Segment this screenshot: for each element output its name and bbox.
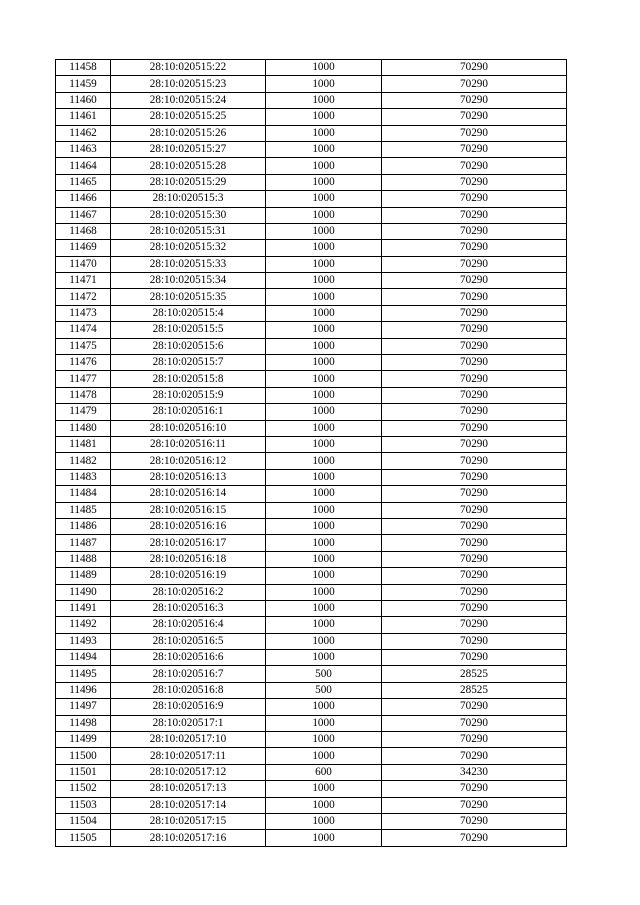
table-row xyxy=(56,338,567,354)
table-row xyxy=(56,223,567,239)
area-cell: 1000 xyxy=(266,158,382,174)
cadastral-number-cell: 28:10:020516:4 xyxy=(111,617,266,633)
row-number-cell: 11502 xyxy=(56,781,111,797)
cadastral-number-cell: 28:10:020515:22 xyxy=(111,60,266,76)
row-number-cell: 11477 xyxy=(56,371,111,387)
value-cell: 70290 xyxy=(382,469,567,485)
value-cell: 70290 xyxy=(382,305,567,321)
row-number-cell: 11504 xyxy=(56,813,111,829)
cadastral-number-cell: 28:10:020516:10 xyxy=(111,420,266,436)
area-cell: 1000 xyxy=(266,420,382,436)
value-cell: 70290 xyxy=(382,453,567,469)
table-row xyxy=(56,207,567,223)
table-row xyxy=(56,650,567,666)
cadastral-number-cell: 28:10:020516:15 xyxy=(111,502,266,518)
value-cell: 70290 xyxy=(382,600,567,616)
table-row xyxy=(56,289,567,305)
table-row xyxy=(56,584,567,600)
area-cell: 1000 xyxy=(266,141,382,157)
area-cell: 1000 xyxy=(266,502,382,518)
value-cell: 70290 xyxy=(382,76,567,92)
row-number-cell: 11462 xyxy=(56,125,111,141)
area-cell: 1000 xyxy=(266,535,382,551)
area-cell: 1000 xyxy=(266,355,382,371)
cadastral-number-cell: 28:10:020517:15 xyxy=(111,813,266,829)
table-row xyxy=(56,109,567,125)
value-cell: 70290 xyxy=(382,830,567,846)
cadastral-number-cell: 28:10:020516:13 xyxy=(111,469,266,485)
table-row xyxy=(56,699,567,715)
row-number-cell: 11463 xyxy=(56,141,111,157)
area-cell: 1000 xyxy=(266,256,382,272)
row-number-cell: 11499 xyxy=(56,732,111,748)
table-row xyxy=(56,551,567,567)
cadastral-number-cell: 28:10:020515:6 xyxy=(111,338,266,354)
cadastral-number-cell: 28:10:020517:11 xyxy=(111,748,266,764)
cadastral-number-cell: 28:10:020515:25 xyxy=(111,109,266,125)
table-row xyxy=(56,125,567,141)
value-cell: 70290 xyxy=(382,781,567,797)
table-row xyxy=(56,617,567,633)
area-cell: 1000 xyxy=(266,732,382,748)
row-number-cell: 11492 xyxy=(56,617,111,633)
area-cell: 1000 xyxy=(266,174,382,190)
value-cell: 70290 xyxy=(382,748,567,764)
value-cell: 70290 xyxy=(382,404,567,420)
row-number-cell: 11493 xyxy=(56,633,111,649)
cadastral-number-cell: 28:10:020515:30 xyxy=(111,207,266,223)
area-cell: 1000 xyxy=(266,92,382,108)
row-number-cell: 11485 xyxy=(56,502,111,518)
cadastral-number-cell: 28:10:020517:16 xyxy=(111,830,266,846)
value-cell: 70290 xyxy=(382,617,567,633)
cadastral-number-cell: 28:10:020515:27 xyxy=(111,141,266,157)
row-number-cell: 11480 xyxy=(56,420,111,436)
area-cell: 1000 xyxy=(266,551,382,567)
value-cell: 70290 xyxy=(382,633,567,649)
cadastral-number-cell: 28:10:020515:4 xyxy=(111,305,266,321)
value-cell: 28525 xyxy=(382,682,567,698)
table-row xyxy=(56,60,567,76)
row-number-cell: 11482 xyxy=(56,453,111,469)
table-row xyxy=(56,404,567,420)
value-cell: 70290 xyxy=(382,650,567,666)
row-number-cell: 11458 xyxy=(56,60,111,76)
cadastral-number-cell: 28:10:020515:35 xyxy=(111,289,266,305)
area-cell: 1000 xyxy=(266,191,382,207)
table-row xyxy=(56,387,567,403)
table-row xyxy=(56,600,567,616)
value-cell: 70290 xyxy=(382,207,567,223)
row-number-cell: 11478 xyxy=(56,387,111,403)
area-cell: 1000 xyxy=(266,699,382,715)
value-cell: 70290 xyxy=(382,240,567,256)
value-cell: 70290 xyxy=(382,813,567,829)
row-number-cell: 11495 xyxy=(56,666,111,682)
row-number-cell: 11500 xyxy=(56,748,111,764)
table-row xyxy=(56,305,567,321)
value-cell: 70290 xyxy=(382,158,567,174)
row-number-cell: 11466 xyxy=(56,191,111,207)
area-cell: 1000 xyxy=(266,273,382,289)
table-row xyxy=(56,322,567,338)
cadastral-number-cell: 28:10:020515:33 xyxy=(111,256,266,272)
row-number-cell: 11479 xyxy=(56,404,111,420)
row-number-cell: 11474 xyxy=(56,322,111,338)
cadastral-number-cell: 28:10:020515:32 xyxy=(111,240,266,256)
value-cell: 70290 xyxy=(382,92,567,108)
row-number-cell: 11494 xyxy=(56,650,111,666)
area-cell: 1000 xyxy=(266,486,382,502)
row-number-cell: 11505 xyxy=(56,830,111,846)
cadastral-number-cell: 28:10:020516:8 xyxy=(111,682,266,698)
value-cell: 70290 xyxy=(382,551,567,567)
table-row xyxy=(56,535,567,551)
cadastral-number-cell: 28:10:020516:2 xyxy=(111,584,266,600)
table-row xyxy=(56,486,567,502)
cadastral-number-cell: 28:10:020515:28 xyxy=(111,158,266,174)
area-cell: 1000 xyxy=(266,584,382,600)
row-number-cell: 11472 xyxy=(56,289,111,305)
row-number-cell: 11484 xyxy=(56,486,111,502)
value-cell: 70290 xyxy=(382,502,567,518)
row-number-cell: 11486 xyxy=(56,518,111,534)
cadastral-number-cell: 28:10:020516:18 xyxy=(111,551,266,567)
cadastral-number-cell: 28:10:020515:23 xyxy=(111,76,266,92)
area-cell: 1000 xyxy=(266,223,382,239)
table-row xyxy=(56,240,567,256)
cadastral-number-cell: 28:10:020515:26 xyxy=(111,125,266,141)
row-number-cell: 11487 xyxy=(56,535,111,551)
row-number-cell: 11490 xyxy=(56,584,111,600)
area-cell: 1000 xyxy=(266,109,382,125)
row-number-cell: 11498 xyxy=(56,715,111,731)
row-number-cell: 11488 xyxy=(56,551,111,567)
cadastral-number-cell: 28:10:020516:1 xyxy=(111,404,266,420)
area-cell: 1000 xyxy=(266,125,382,141)
table-row xyxy=(56,813,567,829)
value-cell: 70290 xyxy=(382,584,567,600)
value-cell: 70290 xyxy=(382,699,567,715)
cadastral-number-cell: 28:10:020515:34 xyxy=(111,273,266,289)
value-cell: 70290 xyxy=(382,109,567,125)
table-body xyxy=(56,60,567,847)
value-cell: 70290 xyxy=(382,322,567,338)
cadastral-number-cell: 28:10:020516:9 xyxy=(111,699,266,715)
cadastral-number-cell: 28:10:020516:17 xyxy=(111,535,266,551)
row-number-cell: 11503 xyxy=(56,797,111,813)
table-row xyxy=(56,469,567,485)
cadastral-number-cell: 28:10:020516:6 xyxy=(111,650,266,666)
row-number-cell: 11481 xyxy=(56,436,111,452)
area-cell: 600 xyxy=(266,764,382,780)
value-cell: 70290 xyxy=(382,715,567,731)
table-row xyxy=(56,141,567,157)
value-cell: 70290 xyxy=(382,256,567,272)
cadastral-number-cell: 28:10:020517:10 xyxy=(111,732,266,748)
cadastral-number-cell: 28:10:020515:31 xyxy=(111,223,266,239)
value-cell: 70290 xyxy=(382,535,567,551)
value-cell: 70290 xyxy=(382,355,567,371)
row-number-cell: 11491 xyxy=(56,600,111,616)
area-cell: 1000 xyxy=(266,289,382,305)
cadastral-number-cell: 28:10:020517:1 xyxy=(111,715,266,731)
value-cell: 70290 xyxy=(382,338,567,354)
cadastral-number-cell: 28:10:020516:12 xyxy=(111,453,266,469)
table-row xyxy=(56,502,567,518)
table-row xyxy=(56,518,567,534)
table-row xyxy=(56,453,567,469)
cadastral-number-cell: 28:10:020515:29 xyxy=(111,174,266,190)
cadastral-number-cell: 28:10:020515:5 xyxy=(111,322,266,338)
cadastral-number-cell: 28:10:020516:7 xyxy=(111,666,266,682)
table-row xyxy=(56,174,567,190)
row-number-cell: 11467 xyxy=(56,207,111,223)
table-row xyxy=(56,682,567,698)
row-number-cell: 11459 xyxy=(56,76,111,92)
data-table xyxy=(55,59,567,847)
row-number-cell: 11461 xyxy=(56,109,111,125)
table-row xyxy=(56,764,567,780)
value-cell: 70290 xyxy=(382,387,567,403)
cadastral-number-cell: 28:10:020516:11 xyxy=(111,436,266,452)
area-cell: 1000 xyxy=(266,830,382,846)
cadastral-number-cell: 28:10:020515:24 xyxy=(111,92,266,108)
row-number-cell: 11469 xyxy=(56,240,111,256)
cadastral-number-cell: 28:10:020515:8 xyxy=(111,371,266,387)
area-cell: 1000 xyxy=(266,568,382,584)
row-number-cell: 11460 xyxy=(56,92,111,108)
value-cell: 70290 xyxy=(382,732,567,748)
area-cell: 1000 xyxy=(266,436,382,452)
cadastral-number-cell: 28:10:020517:14 xyxy=(111,797,266,813)
table-row xyxy=(56,191,567,207)
table-row xyxy=(56,830,567,846)
row-number-cell: 11496 xyxy=(56,682,111,698)
area-cell: 1000 xyxy=(266,387,382,403)
cadastral-number-cell: 28:10:020515:7 xyxy=(111,355,266,371)
table-row xyxy=(56,256,567,272)
table-row xyxy=(56,355,567,371)
table-row xyxy=(56,748,567,764)
table-row xyxy=(56,436,567,452)
area-cell: 1000 xyxy=(266,617,382,633)
area-cell: 1000 xyxy=(266,813,382,829)
table-row xyxy=(56,568,567,584)
value-cell: 70290 xyxy=(382,289,567,305)
table-row xyxy=(56,781,567,797)
table-row xyxy=(56,273,567,289)
value-cell: 70290 xyxy=(382,420,567,436)
row-number-cell: 11497 xyxy=(56,699,111,715)
cadastral-number-cell: 28:10:020516:19 xyxy=(111,568,266,584)
row-number-cell: 11475 xyxy=(56,338,111,354)
value-cell: 70290 xyxy=(382,568,567,584)
value-cell: 70290 xyxy=(382,371,567,387)
row-number-cell: 11470 xyxy=(56,256,111,272)
row-number-cell: 11464 xyxy=(56,158,111,174)
area-cell: 1000 xyxy=(266,322,382,338)
table-row xyxy=(56,633,567,649)
area-cell: 1000 xyxy=(266,600,382,616)
value-cell: 70290 xyxy=(382,486,567,502)
cadastral-number-cell: 28:10:020517:12 xyxy=(111,764,266,780)
row-number-cell: 11471 xyxy=(56,273,111,289)
area-cell: 1000 xyxy=(266,633,382,649)
value-cell: 70290 xyxy=(382,436,567,452)
area-cell: 1000 xyxy=(266,650,382,666)
value-cell: 70290 xyxy=(382,797,567,813)
table-row xyxy=(56,371,567,387)
value-cell: 70290 xyxy=(382,518,567,534)
cadastral-number-cell: 28:10:020516:5 xyxy=(111,633,266,649)
area-cell: 1000 xyxy=(266,371,382,387)
area-cell: 500 xyxy=(266,666,382,682)
table-row xyxy=(56,92,567,108)
area-cell: 1000 xyxy=(266,240,382,256)
value-cell: 34230 xyxy=(382,764,567,780)
area-cell: 1000 xyxy=(266,305,382,321)
area-cell: 1000 xyxy=(266,797,382,813)
area-cell: 1000 xyxy=(266,404,382,420)
area-cell: 1000 xyxy=(266,781,382,797)
cadastral-number-cell: 28:10:020515:3 xyxy=(111,191,266,207)
table-row xyxy=(56,732,567,748)
row-number-cell: 11468 xyxy=(56,223,111,239)
cadastral-number-cell: 28:10:020516:16 xyxy=(111,518,266,534)
area-cell: 1000 xyxy=(266,60,382,76)
value-cell: 70290 xyxy=(382,141,567,157)
value-cell: 70290 xyxy=(382,60,567,76)
table-row xyxy=(56,666,567,682)
area-cell: 1000 xyxy=(266,207,382,223)
row-number-cell: 11483 xyxy=(56,469,111,485)
area-cell: 1000 xyxy=(266,76,382,92)
area-cell: 1000 xyxy=(266,338,382,354)
area-cell: 1000 xyxy=(266,453,382,469)
value-cell: 70290 xyxy=(382,273,567,289)
cadastral-number-cell: 28:10:020515:9 xyxy=(111,387,266,403)
value-cell: 70290 xyxy=(382,125,567,141)
row-number-cell: 11476 xyxy=(56,355,111,371)
row-number-cell: 11473 xyxy=(56,305,111,321)
table-row xyxy=(56,420,567,436)
area-cell: 1000 xyxy=(266,518,382,534)
cadastral-number-cell: 28:10:020516:14 xyxy=(111,486,266,502)
table-row xyxy=(56,158,567,174)
row-number-cell: 11465 xyxy=(56,174,111,190)
value-cell: 28525 xyxy=(382,666,567,682)
table-row xyxy=(56,715,567,731)
value-cell: 70290 xyxy=(382,174,567,190)
area-cell: 1000 xyxy=(266,469,382,485)
area-cell: 500 xyxy=(266,682,382,698)
cadastral-number-cell: 28:10:020517:13 xyxy=(111,781,266,797)
row-number-cell: 11501 xyxy=(56,764,111,780)
value-cell: 70290 xyxy=(382,223,567,239)
area-cell: 1000 xyxy=(266,748,382,764)
table-row xyxy=(56,76,567,92)
area-cell: 1000 xyxy=(266,715,382,731)
table-row xyxy=(56,797,567,813)
value-cell: 70290 xyxy=(382,191,567,207)
row-number-cell: 11489 xyxy=(56,568,111,584)
cadastral-number-cell: 28:10:020516:3 xyxy=(111,600,266,616)
